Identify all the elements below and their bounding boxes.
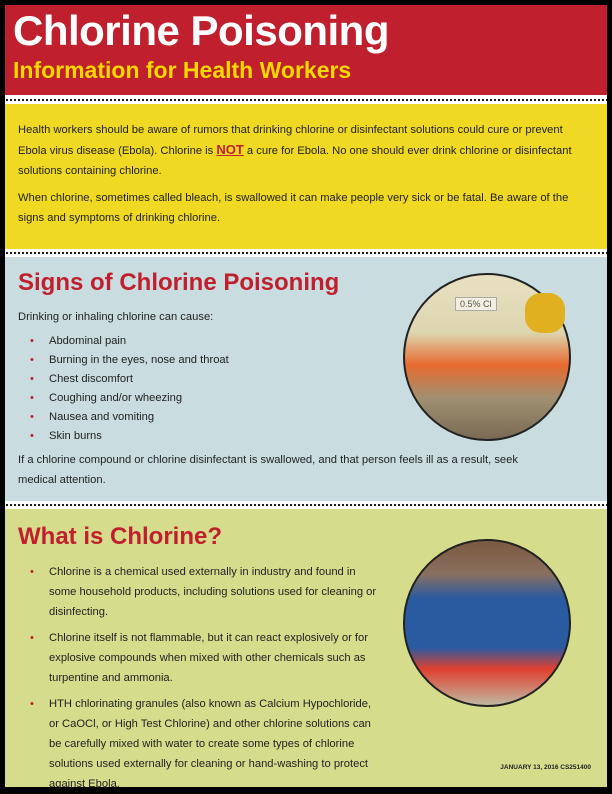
page-subtitle: Information for Health Workers [13, 57, 352, 83]
not-emphasis: NOT [216, 142, 244, 157]
signs-section [5, 257, 607, 501]
intro-paragraph-1: Health workers should be aware of rumors that drinking chlorine or disinfectant solutions could cure or prevent Ebola virus disease (Ebola). Chlorine is NOT a cure for Ebola. No one should ever drink chlorine or disinfectant solutions containing chlorine. [18, 124, 572, 177]
publication-date: JANUARY 13, 2016 CS251400 [500, 764, 591, 771]
signs-heading: Signs of Chlorine Poisoning [18, 269, 340, 296]
dotted-divider [5, 96, 607, 104]
list-item: • HTH chlorinating granules (also known as Calcium Hypochloride, or CaOCl, or High Test Chlorine) and other chlorine solutions can be carefully mixed with water to create some types of chlorine solutions used externally for cleaning or hand-washing to protect against Ebola. [18, 694, 378, 794]
what-heading: What is Chlorine? [18, 523, 222, 550]
list-item: • Coughing and/or wheezing [18, 389, 229, 408]
list-item: • Skin burns [18, 427, 229, 446]
list-item: • Burning in the eyes, nose and throat [18, 351, 229, 370]
signs-list [18, 332, 229, 446]
water-bucket-photo [403, 539, 571, 707]
signs-footer: If a chlorine compound or chlorine disinfectant is swallowed, and that person feels ill as a result, seek medical attention. [18, 454, 518, 486]
glove-icon [525, 293, 565, 333]
list-item: • Abdominal pain [18, 332, 229, 351]
what-section [5, 509, 607, 790]
list-item: • Chlorine itself is not flammable, but it can react explosively or for explosive compounds when mixed with other chemicals such as turpentine and ammonia. [18, 628, 378, 688]
page-title: Chlorine Poisoning [13, 7, 389, 54]
list-item: • Chlorine is a chemical used externally in industry and found in some household products, including solutions used for cleaning or disinfecting. [18, 562, 378, 622]
flyer [5, 5, 607, 790]
intro-paragraph-2: When chlorine, sometimes called bleach, is swallowed it can make people very sick or be fatal. Be aware of the signs and symptoms of drinking chlorine. [18, 192, 569, 224]
dotted-divider [5, 249, 607, 257]
intro-section [5, 104, 607, 249]
dotted-divider [5, 501, 607, 509]
photo-label: 0.5% Cl [455, 297, 497, 311]
list-item: • Chest discomfort [18, 370, 229, 389]
what-list [18, 562, 378, 794]
list-item: • Nausea and vomiting [18, 408, 229, 427]
header-banner [5, 5, 607, 95]
chlorine-container-photo [403, 273, 571, 441]
signs-lead: Drinking or inhaling chlorine can cause: [18, 311, 214, 323]
